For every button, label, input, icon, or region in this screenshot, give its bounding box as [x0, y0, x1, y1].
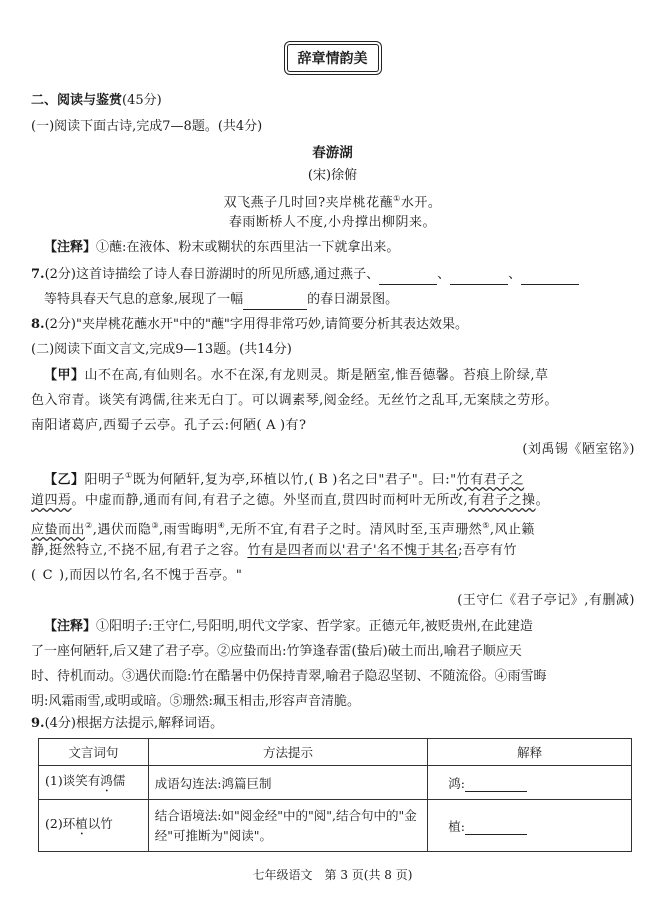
q7-blank-3[interactable]: [521, 270, 579, 285]
section2-title: 二、阅读与鉴赏: [31, 93, 123, 108]
yi-line-3: 应蛰而出②,遇伏而隐③,雨雪晦明④,无所不宜,有君子之时。清风时至,玉声珊然⑤,风止籁: [31, 521, 536, 538]
wavy-underline-4: 应蛰而出: [31, 522, 86, 538]
page-footer: 七年级语文 第 3 页(共 8 页): [252, 868, 413, 882]
question-8: 8.(2分)"夹岸桃花蘸水开"中的"蘸"字用得非常巧妙,请简要分析其表达效果。: [31, 317, 469, 332]
answer-cell: 鸿:: [428, 766, 632, 800]
jia-line-1: 【甲】山不在高,有仙则名。水不在深,有龙则灵。斯是陋室,惟吾德馨。苔痕上阶绿,草: [44, 368, 549, 383]
poem-note: 【注释】①蘸:在液体、粉末或糊状的东西里沾一下就拿出来。: [44, 240, 400, 255]
yi-note-line-2: 了一座何陋轩,后又建了君子亭。②应蛰而出:竹笋逢春雷(蛰后)破土而出,喻君子顺应天: [31, 644, 522, 659]
table-header: 解释: [428, 739, 632, 766]
question-7-cont: 等特具春天气息的意象,展现了一幅 的春日湖景图。: [44, 290, 648, 310]
table-header: 方法提示: [148, 739, 427, 766]
answer-blank-1[interactable]: [465, 778, 527, 792]
poem-title: 春游湖: [312, 145, 353, 161]
yi-line-5: ( C ),而因以竹名,名不愧于吾亭。": [31, 568, 243, 583]
hint-cell: 成语勾连法:鸿篇巨制: [148, 766, 427, 800]
section2-score: (45分): [122, 93, 162, 108]
blank-c[interactable]: C: [42, 568, 54, 583]
wavy-underline-2: 道四焉: [31, 493, 72, 508]
yi-note-line-1: 【注释】①阳明子:王守仁,号阳明,明代文学家、哲学家。正德元年,被贬贵州,在此建造: [44, 619, 533, 634]
jia-line-3: 南阳诸葛庐,西蜀子云亭。孔子云:何陋( A )有?: [31, 418, 307, 433]
yi-note-line-3: 时、待机而动。③遇伏而隐:竹在酷暑中仍保持青翠,喻君子隐忍坚韧、不随流俗。④雨雪晦: [31, 669, 547, 684]
banner-wrap: [0, 44, 665, 72]
table-header: 文言词句: [39, 739, 149, 766]
poem-line-2: 春雨断桥人不度,小舟撑出柳阴来。: [228, 215, 437, 230]
poem-line-1: 双飞燕子几时回?夹岸桃花蘸①水开。: [223, 194, 442, 211]
question-7: 7.(2分)这首诗描绘了诗人春日游湖时的所见所感,通过燕子、 、 、: [31, 265, 635, 285]
q9-table: [38, 738, 632, 852]
table-row: [39, 766, 632, 800]
q7-blank-4[interactable]: [243, 295, 307, 310]
phrase-cell: (2)环植以竹: [39, 800, 149, 852]
q7-blank-1[interactable]: [379, 270, 437, 285]
note-marker: ①: [393, 194, 401, 203]
yi-line-4: 静,挺然特立,不挠不屈,有君子之容。竹有是四者而以'君子'名不愧于其名;吾亭有竹: [31, 543, 517, 558]
table-row: [39, 800, 632, 852]
answer-cell: 植:: [428, 800, 632, 852]
section2-heading: [31, 91, 635, 111]
wavy-underline-3: 有君子之操: [468, 493, 536, 508]
blank-b[interactable]: B: [318, 472, 329, 488]
yi-source: (王守仁《君子亭记》,有删减): [457, 593, 635, 608]
underlined-sentence: 竹有是四者而以'君子'名不愧于其名: [247, 543, 459, 558]
wavy-underline-1: 竹有君子之: [456, 472, 525, 488]
jia-source: (刘禹锡《陋室铭》): [522, 442, 635, 457]
jia-line-2: 色入帘青。谈笑有鸿儒,往来无白丁。可以调素琴,阅金经。无丝竹之乱耳,无案牍之劳形。: [31, 393, 558, 408]
table-header-row: [39, 739, 632, 766]
section-banner: 辞章情韵美: [287, 44, 379, 72]
hint-cell: 结合语境法:如"阅金经"中的"阅",结合句中的"金经"可推断为"阅读"。: [148, 800, 427, 852]
blank-a[interactable]: A: [266, 418, 276, 433]
yi-note-line-4: 明:风霜雨雪,或明或暗。⑤珊然:珮玉相击,形容声音清脆。: [31, 694, 361, 709]
yi-line-1: 【乙】阳明子①既为何陋轩,复为亭,环植以竹,( B )名之曰"君子"。曰:"竹有君子之: [44, 471, 525, 488]
poem-author: (宋)徐俯: [307, 168, 358, 183]
answer-blank-2[interactable]: [465, 821, 527, 835]
q7-blank-2[interactable]: [450, 270, 508, 285]
part1-intro: (一)阅读下面古诗,完成7—8题。(共4分): [31, 119, 263, 134]
question-9: 9.(4分)根据方法提示,解释词语。: [31, 716, 224, 731]
yi-line-2: 道四焉。中虚而静,通而有间,有君子之德。外坚而直,贯四时而柯叶无所改,有君子之操。: [31, 493, 550, 508]
phrase-cell: (1)谈笑有鸿儒: [39, 766, 149, 800]
part2-intro: (二)阅读下面文言文,完成9—13题。(共14分): [31, 342, 292, 357]
